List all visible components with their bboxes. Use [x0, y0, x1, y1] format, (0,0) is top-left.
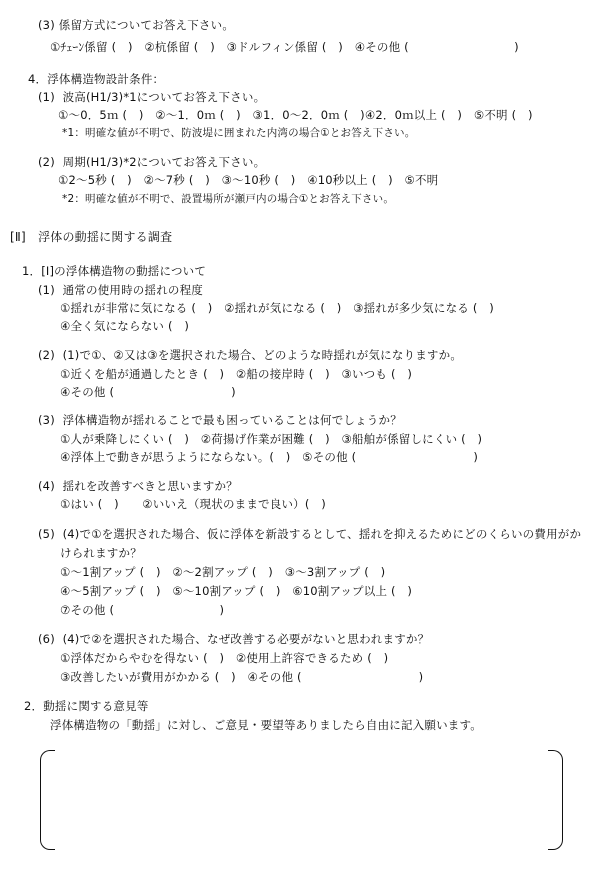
q3-options-1[interactable]: ①人が乗降しにくい ( ) ②荷揚げ作業が困難 ( ) ③船舶が係留しにくい ( ): [60, 432, 483, 446]
q1-options-1[interactable]: ①揺れが非常に気になる ( ) ②揺れが気になる ( ) ③揺れが多少気になる ( ): [60, 301, 494, 315]
wave-height-note: *1：明確な値が不明で、防波堤に囲まれた内湾の場合①とお答え下さい。: [62, 127, 416, 139]
wave-period-note: *2：明確な値が不明で、設置場所が瀬戸内の場合①とお答え下さい。: [62, 193, 395, 205]
section-2-2-instruction: 浮体構造物の「動揺」に対し、ご意見・要望等ありましたら自由に記入願います。: [50, 718, 482, 732]
comment-box-left-bracket: [40, 750, 55, 850]
section-2-2-title: 2．動揺に関する意見等: [24, 699, 149, 713]
q6-options-1[interactable]: ①浮体だからやむを得ない ( ) ②使用上許容できるため ( ): [60, 651, 389, 665]
q2-options-2[interactable]: ④その他 ( ): [60, 385, 236, 399]
comment-box[interactable]: [56, 752, 546, 846]
q5-options-3[interactable]: ⑦その他 ( ): [60, 603, 225, 617]
wave-period-question: (2) 周期(H1/3)*2についてお答え下さい。: [38, 155, 266, 169]
q6-question: (6) (4)で②を選択された場合、なぜ改善する必要がないと思われますか？: [38, 632, 430, 646]
q5-options-2[interactable]: ④～5割アップ ( ) ⑤～10割アップ ( ) ⑥10割アップ以上 ( ): [60, 584, 413, 598]
q5-options-1[interactable]: ①～1割アップ ( ) ②～2割アップ ( ) ③～3割アップ ( ): [60, 565, 386, 579]
mooring-options[interactable]: ①ﾁｪｰﾝ係留 ( ) ②杭係留 ( ) ③ドルフィン係留 ( ) ④その他 ( ): [50, 40, 519, 54]
q5-question: (5) (4)で①を選択された場合、仮に浮体を新設するとして、揺れを抑えるためにどのくらいの費用がか: [38, 527, 582, 541]
q4-question: (4) 揺れを改善すべきと思いますか？: [38, 479, 238, 493]
q1-options-2[interactable]: ④全く気にならない ( ): [60, 319, 190, 333]
section-2-1-title: 1．[Ⅰ]の浮体構造物の動揺について: [22, 264, 207, 278]
wave-height-options[interactable]: ①～0．5ｍ ( ) ②～1．0ｍ ( ) ③1．0～2．0ｍ ( )④2．0ｍ以上 ( ) ⑤不明 ( ): [58, 108, 533, 122]
q6-options-2[interactable]: ③改善したいが費用がかかる ( ) ④その他 ( ): [60, 670, 424, 684]
section-2-title: [Ⅱ] 浮体の動揺に関する調査: [10, 230, 173, 244]
wave-period-options[interactable]: ①2～5秒 ( ) ②～7秒 ( ) ③～10秒 ( ) ④10秒以上 ( ) ⑤不明: [58, 173, 439, 187]
wave-height-question: (1) 波高(H1/3)*1についてお答え下さい。: [38, 90, 266, 104]
q2-question: (2) (1)で①、②又は③を選択された場合、どのような時揺れが気になりますか。: [38, 348, 463, 362]
q1-question: (1) 通常の使用時の揺れの程度: [38, 283, 203, 297]
q2-options-1[interactable]: ①近くを船が通過したとき ( ) ②船の接岸時 ( ) ③いつも ( ): [60, 367, 413, 381]
mooring-question: (3) 係留方式についてお答え下さい。: [38, 18, 235, 32]
q4-options[interactable]: ①はい ( ) ②いいえ（現状のままで良い）( ): [60, 497, 326, 511]
q5-question-cont: けられますか？: [60, 546, 142, 560]
q3-question: (3) 浮体構造物が揺れることで最も困っていることは何でしょうか？: [38, 413, 402, 427]
design-conditions-title: 4．浮体構造物設計条件：: [28, 72, 165, 86]
q3-options-2[interactable]: ④浮体上で動きが思うようにならない。( ) ⑤その他 ( ): [60, 450, 479, 464]
comment-box-right-bracket: [548, 750, 563, 850]
